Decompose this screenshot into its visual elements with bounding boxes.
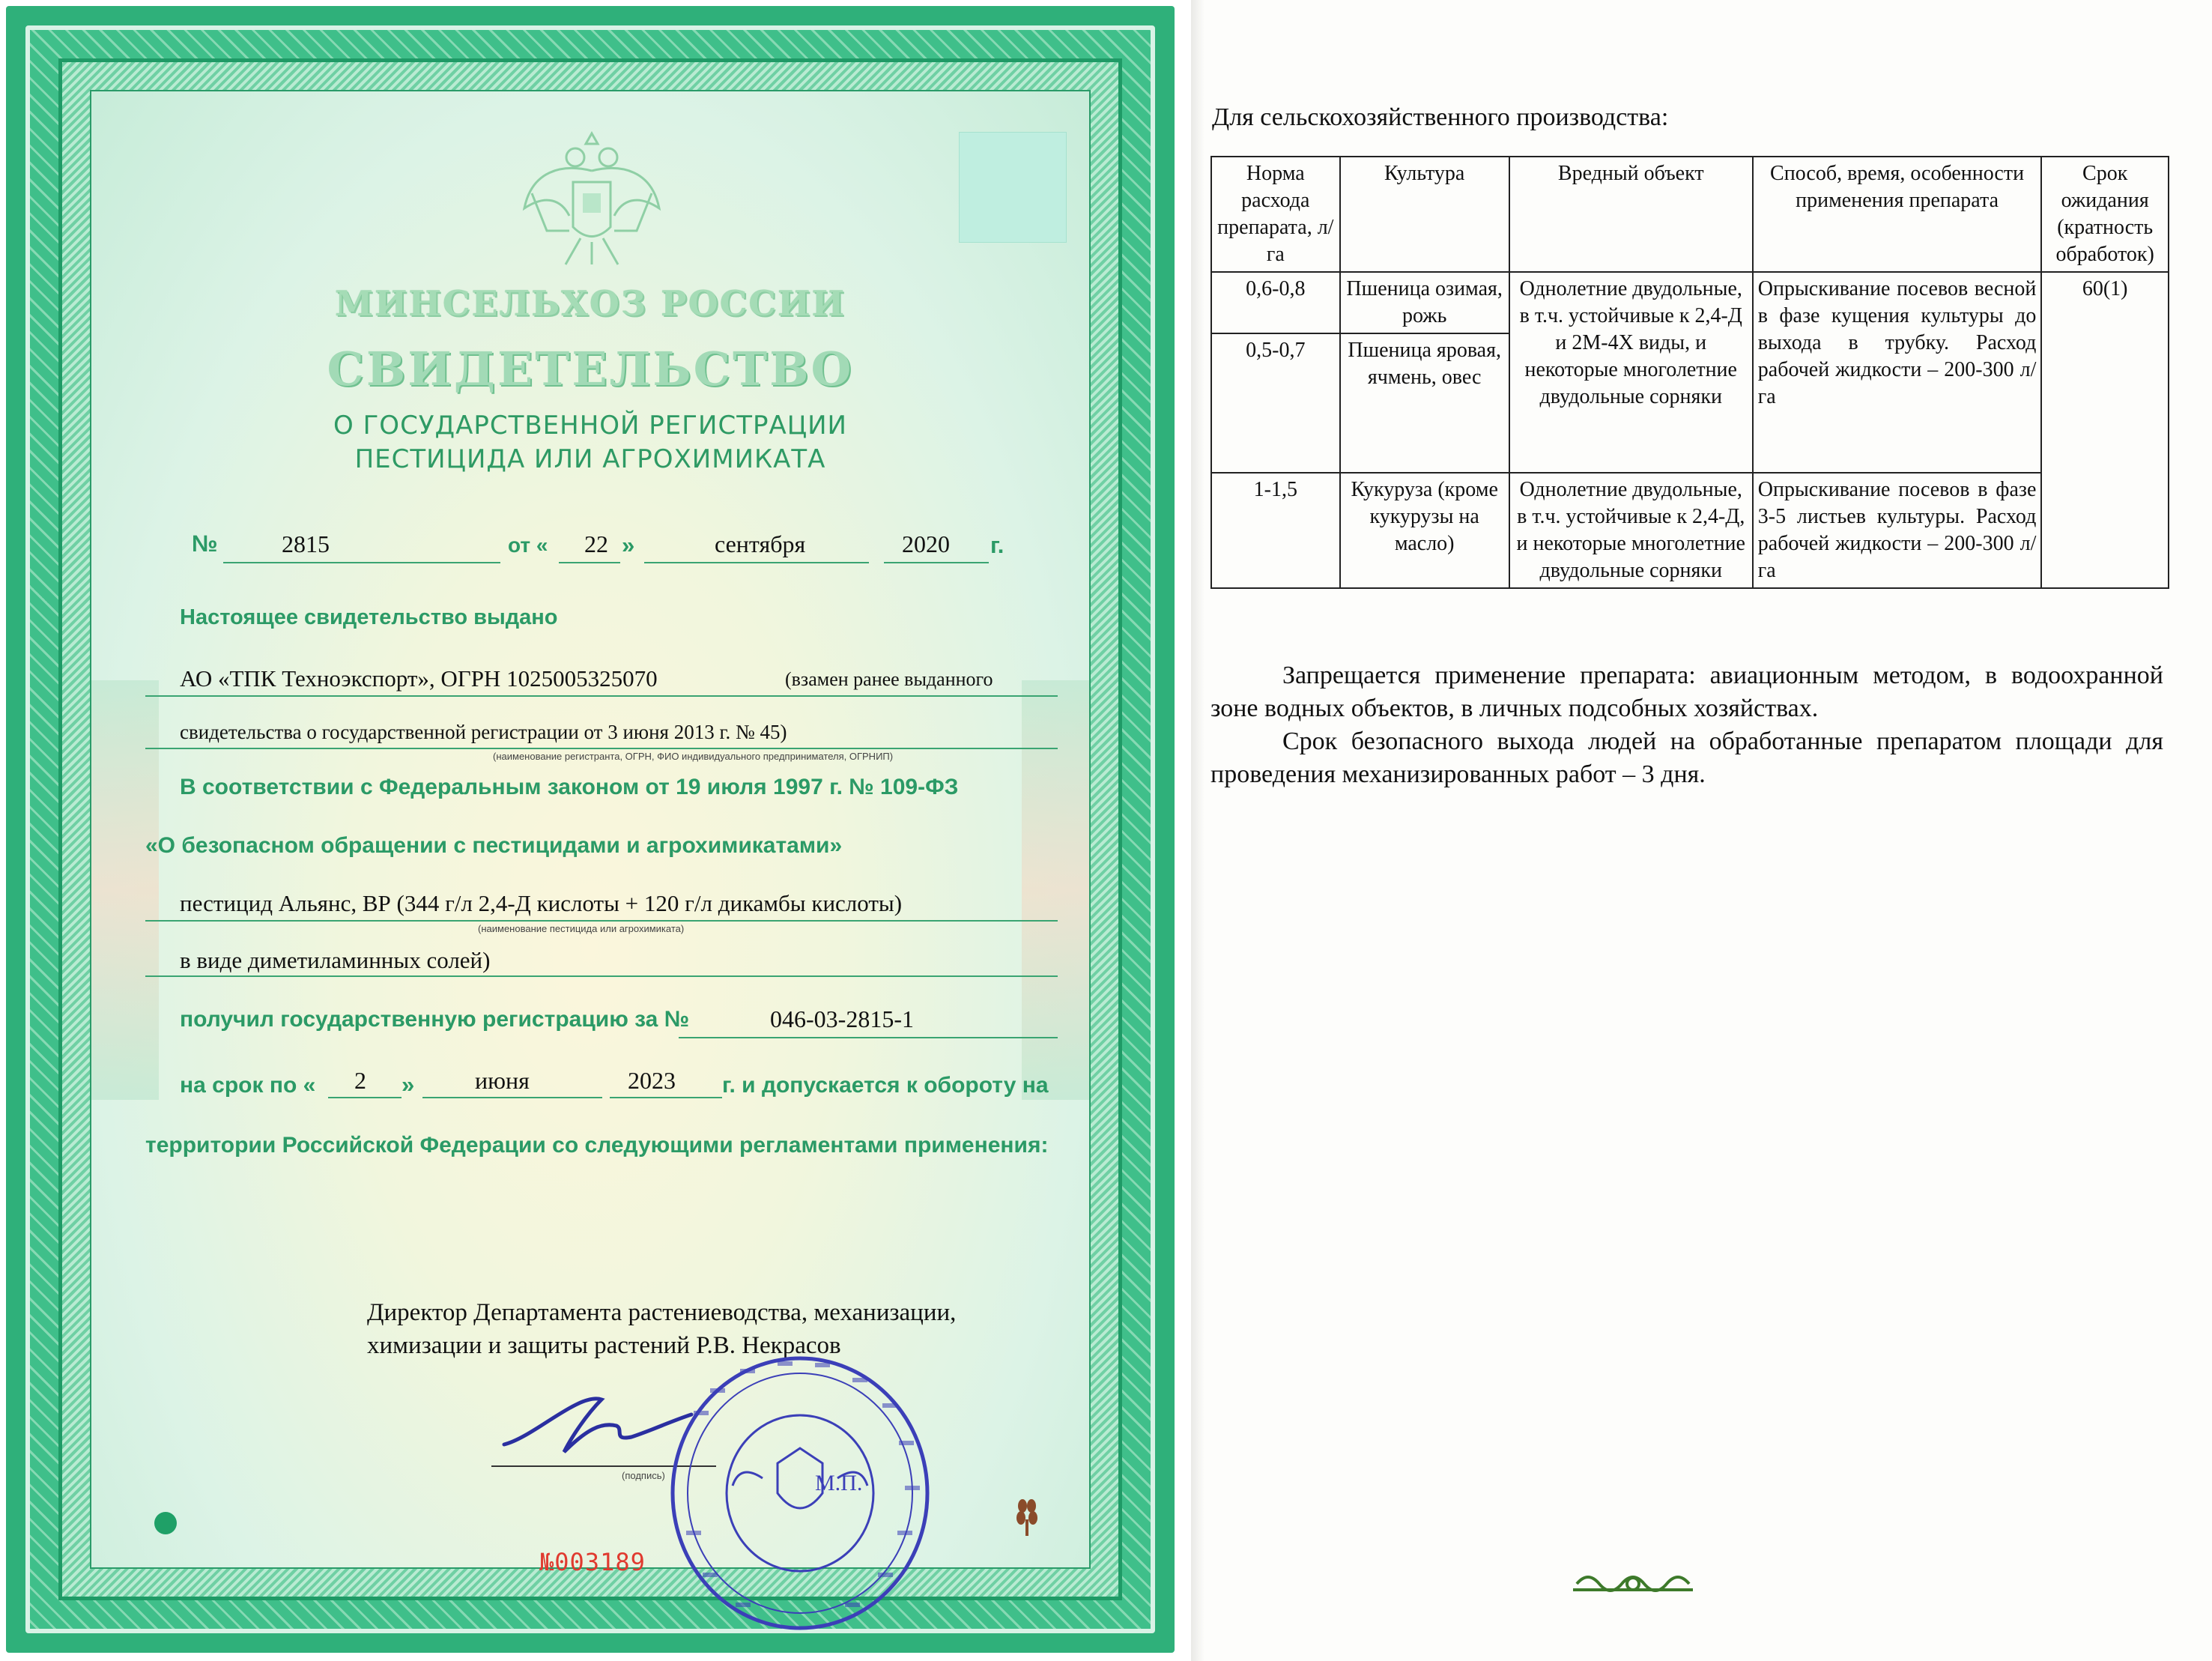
- certificate-day: 22: [584, 530, 608, 557]
- year-suffix: г.: [990, 532, 1005, 558]
- issued-to-line2: свидетельства о государственной регистрации от 3 июня 2013 г. № 45): [180, 721, 787, 743]
- pesticide-underline-1: [145, 920, 1058, 922]
- day-underline: [559, 562, 620, 563]
- header-target: Вредный объект: [1509, 157, 1753, 272]
- term-quote-close: »: [402, 1071, 415, 1098]
- cell-crop: Кукуруза (кроме кукурузы на масло): [1340, 473, 1509, 588]
- cell-rate: 0,5-0,7: [1211, 333, 1340, 473]
- director-line-1: Директор Департамента растениеводства, механизации,: [367, 1299, 957, 1326]
- signature-caption: (подпись): [622, 1470, 665, 1481]
- header-waiting-period: Срок ожидания (кратность обработок): [2041, 157, 2169, 272]
- table-row: [1211, 473, 2169, 588]
- cell-crop: Пшеница озимая, рожь: [1340, 272, 1509, 333]
- registration-underline: [679, 1037, 1058, 1038]
- term-day: 2: [354, 1067, 366, 1094]
- green-dot: [154, 1512, 177, 1534]
- date-from-label: от «: [508, 533, 548, 557]
- certificate-number: 2815: [282, 530, 330, 557]
- month-underline: [644, 562, 869, 563]
- table-row: [1211, 272, 2169, 333]
- term-suffix: г. и допускается к обороту на: [722, 1073, 1049, 1098]
- cell-target: Однолетние двудольные, в т.ч. устойчивые к 2,4-Д, и некоторые многолетние двудольные сорняки: [1509, 473, 1753, 588]
- certificate-year: 2020: [902, 530, 950, 557]
- issued-to-underline: [145, 695, 1058, 697]
- year-underline: [884, 562, 989, 563]
- pesticide-line-1: пестицид Альянс, ВР (344 г/л 2,4-Д кислоты + 120 г/л дикамбы кислоты): [180, 890, 903, 916]
- registration-label: получил государственную регистрацию за №: [180, 1007, 690, 1032]
- safe-exit-paragraph: Срок безопасного выхода людей на обработанные препаратом площади для проведения механизированных работ – 3 дня.: [1210, 727, 2163, 788]
- application-regulations-table: [1210, 156, 2169, 589]
- cell-method: Опрыскивание посевов весной в фазе кущения культуры до выхода в трубку. Расход рабочей жидкости – 200-300 л/га: [1753, 272, 2042, 473]
- term-year-underline: [610, 1097, 722, 1098]
- header-crop: Культура: [1340, 157, 1509, 272]
- ministry-title: МИНСЕЛЬХОЗ РОССИИ: [335, 283, 846, 324]
- term-label: на срок по «: [180, 1073, 316, 1098]
- certificate-subtitle-2: ПЕСТИЦИДА ИЛИ АГРОХИМИКАТА: [354, 444, 826, 474]
- pesticide-caption: (наименование пестицида или агрохимиката): [478, 923, 685, 934]
- header-method: Способ, время, особенности применения препарата: [1753, 157, 2042, 272]
- issued-to-line2-underline: [145, 748, 1058, 749]
- pesticide-line-2: в виде диметиламинных солей): [180, 947, 491, 973]
- cell-waiting-period: 60(1): [2041, 272, 2169, 588]
- svg-text:М.П.: М.П.: [815, 1471, 863, 1495]
- cell-crop: Пшеница яровая, ячмень, овес: [1340, 333, 1509, 473]
- left-decorative-band: [91, 680, 159, 1100]
- ornament-icon: [1569, 1567, 1697, 1600]
- certificate-month: сентября: [715, 530, 806, 557]
- eagle-emblem-icon: [517, 118, 667, 276]
- header-rate: Норма расхода препарата, л/га: [1211, 157, 1340, 272]
- certificate-page-2: [1191, 0, 2212, 1661]
- issued-to-note: (взамен ранее выданного: [785, 668, 993, 690]
- registration-number: 046-03-2815-1: [770, 1005, 914, 1032]
- term-month: июня: [475, 1067, 530, 1094]
- law-line-2: «О безопасном обращении с пестицидами и агрохимикатами»: [145, 833, 843, 858]
- number-label: №: [192, 530, 218, 557]
- term-year: 2023: [628, 1067, 676, 1094]
- wheat-ear-icon: [1013, 1497, 1040, 1536]
- cell-rate: 0,6-0,8: [1211, 272, 1340, 333]
- issued-label: Настоящее свидетельство выдано: [180, 605, 558, 629]
- official-stamp-icon: [665, 1351, 935, 1636]
- certificate-subtitle-1: О ГОСУДАРСТВЕННОЙ РЕГИСТРАЦИИ: [333, 411, 847, 441]
- term-month-underline: [422, 1097, 602, 1098]
- security-square: [959, 132, 1067, 243]
- term-day-underline: [328, 1097, 402, 1098]
- certificate: [6, 6, 1175, 1653]
- territory-line: территории Российской Федерации со следующими регламентами применения:: [145, 1133, 1049, 1158]
- cell-method: Опрыскивание посевов в фазе 3-5 листьев культуры. Расход рабочей жидкости – 200-300 л/га: [1753, 473, 2042, 588]
- usage-heading: Для сельскохозяйственного производства:: [1212, 103, 1669, 131]
- pesticide-underline-2: [145, 975, 1058, 977]
- issued-to: АО «ТПК Техноэкспорт», ОГРН 1025005325070: [180, 665, 658, 692]
- registrant-caption: (наименование регистранта, ОГРН, ФИО индивидуального предпринимателя, ОГРНИП): [493, 751, 894, 762]
- number-underline: [223, 562, 500, 563]
- table-header-row: [1211, 157, 2169, 272]
- page-edge: [1191, 0, 1205, 1661]
- date-quote-close: »: [622, 532, 635, 558]
- prohibition-paragraph: Запрещается применение препарата: авиационным методом, в водоохранной зоне водных объектов, в личных подсобных хозяйствах.: [1210, 662, 2163, 722]
- law-line-1: В соответствии с Федеральным законом от 19 июля 1997 г. № 109-ФЗ: [180, 775, 959, 799]
- blank-number: №003189: [539, 1548, 646, 1576]
- certificate-title: СВИДЕТЕЛЬСТВО: [327, 342, 854, 396]
- cell-rate: 1-1,5: [1211, 473, 1340, 588]
- cell-target: Однолетние двудольные, в т.ч. устойчивые к 2,4-Д и 2М-4Х виды, и некоторые многолетние двудольные сорняки: [1509, 272, 1753, 473]
- director-line-2: химизации и защиты растений Р.В. Некрасов: [367, 1332, 841, 1359]
